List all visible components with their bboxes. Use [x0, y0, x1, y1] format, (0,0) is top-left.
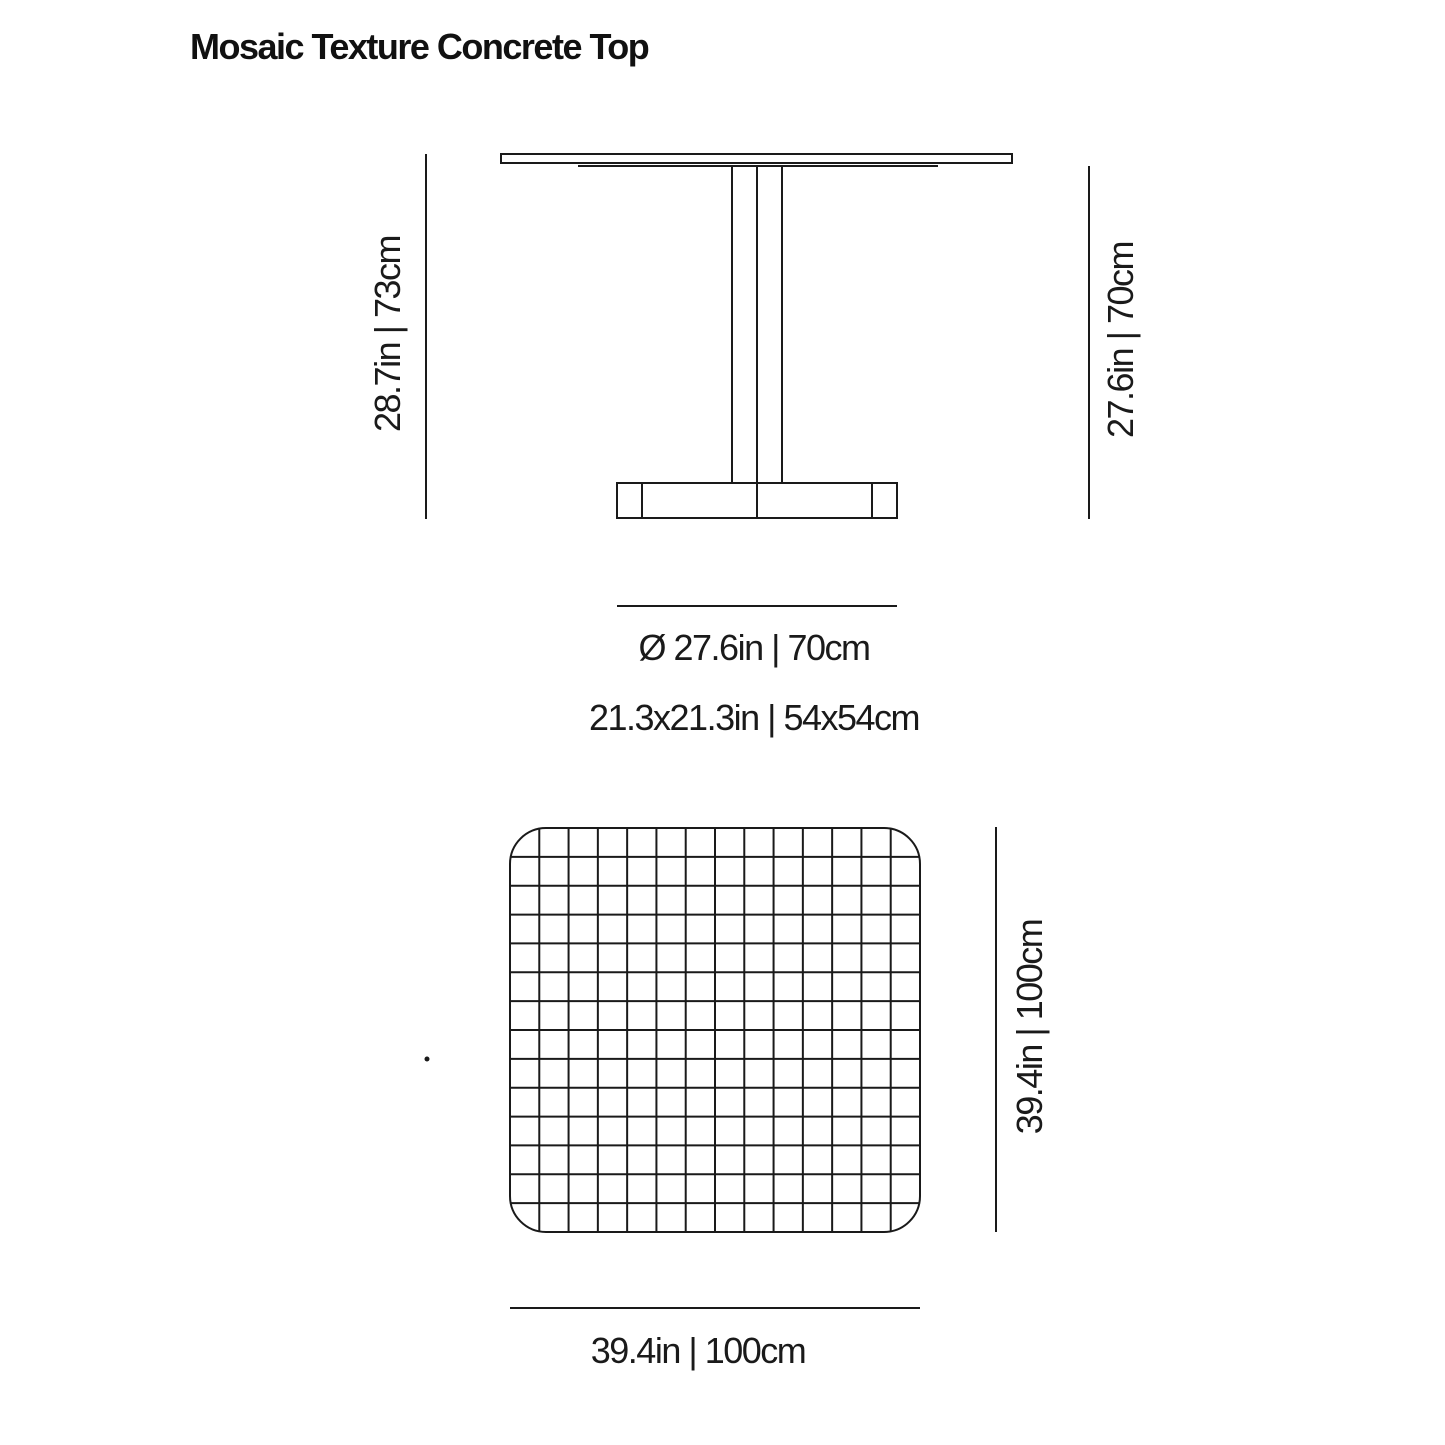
label-top-width: 39.4in | 100cm [590, 1330, 806, 1371]
label-total-height: 28.7in | 73cm [367, 236, 408, 432]
label-base-footprint: 21.3x21.3in | 54x54cm [588, 697, 920, 738]
label-top-depth: 39.4in | 100cm [1009, 919, 1050, 1135]
page-title: Mosaic Texture Concrete Top [190, 26, 649, 67]
label-under-top-height: 27.6in | 70cm [1100, 242, 1141, 438]
stray-dot [425, 1057, 430, 1062]
mosaic-tile-grid [510, 828, 920, 1232]
label-base-diameter: Ø 27.6in | 70cm [638, 627, 870, 668]
